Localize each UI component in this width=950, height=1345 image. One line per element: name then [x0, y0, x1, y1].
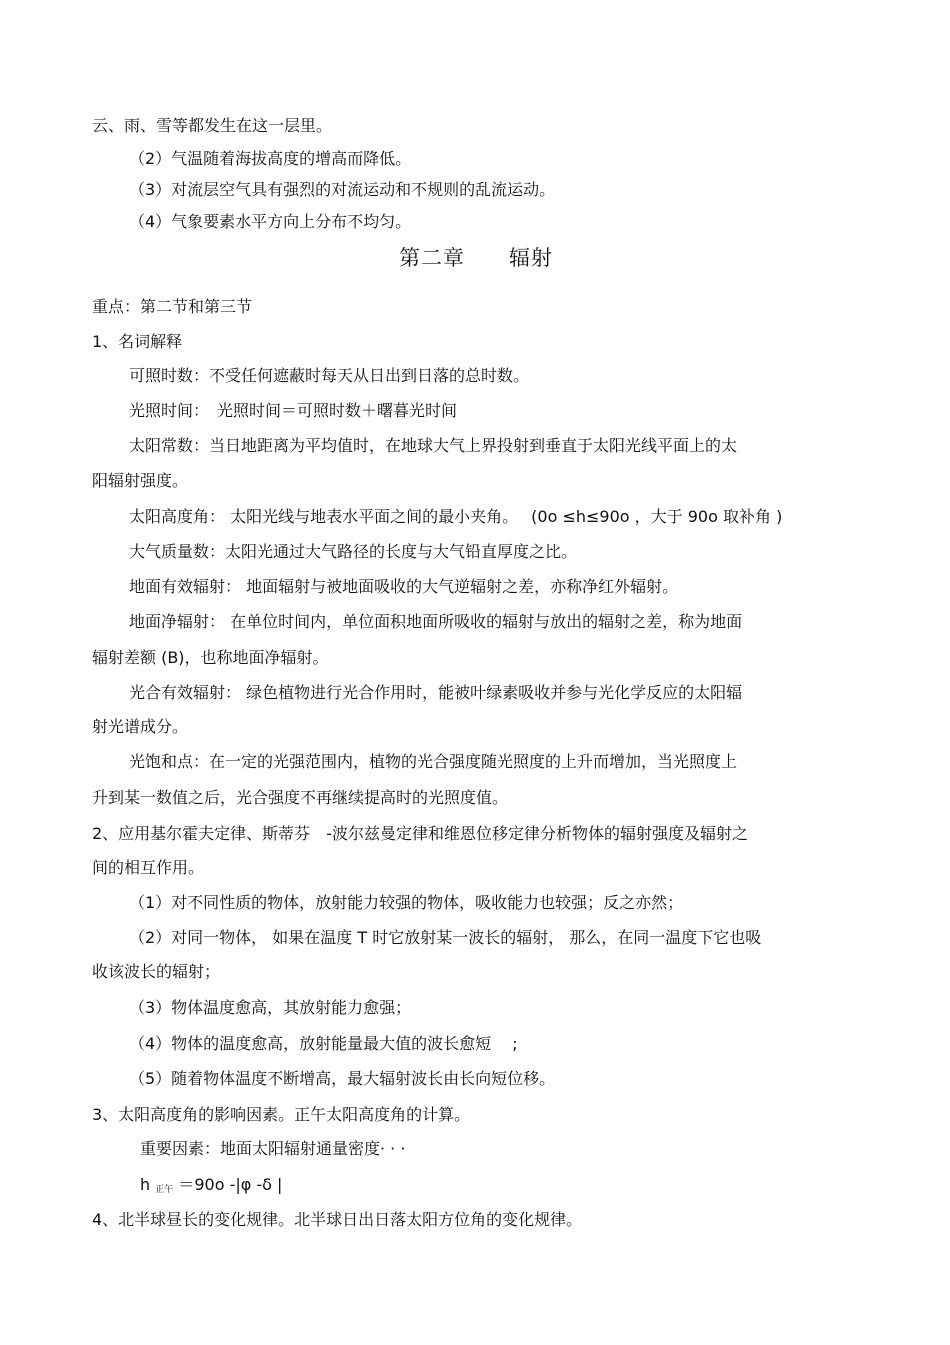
section-title: 4、北半球昼长的变化规律。北半球日出日落太阳方位角的变化规律。 — [92, 1210, 583, 1229]
term-definition: 光合有效辐射： 绿色植物进行光合作用时，能被叶绿素吸收并参与光化学反应的太阳辐 — [129, 683, 743, 702]
term-definition-cont: 阳辐射强度。 — [92, 471, 189, 490]
term-definition: 太阳常数：当日地距离为平均值时，在地球大气上界投射到垂直于太阳光线平面上的太 — [129, 436, 738, 455]
term-definition: 光照时间： 光照时间＝可照时数＋曙暮光时间 — [129, 401, 458, 420]
term-definition: 可照时数：不受任何遮蔽时每天从日出到日落的总时数。 — [129, 366, 530, 385]
text-line: 云、雨、雪等都发生在这一层里。 — [92, 116, 333, 135]
term-definition: 大气质量数：太阳光通过大气路径的长度与大气铅直厚度之比。 — [129, 542, 578, 561]
term-definition-cont: 升到某一数值之后，光合强度不再继续提高时的光照度值。 — [92, 788, 509, 807]
list-item: （3）物体温度愈高，其放射能力愈强； — [129, 998, 412, 1017]
text-line: （2）气温随着海拔高度的增高而降低。 — [129, 149, 412, 168]
formula-subscript: 正午 — [155, 1185, 174, 1195]
list-item: （2）对同一物体， 如果在温度 T 时它放射某一波长的辐射， 那么，在同一温度下它也吸 — [129, 928, 762, 947]
text-line: （3）对流层空气具有强烈的对流运动和不规则的乱流运动。 — [129, 180, 556, 199]
list-item: （4）物体的温度愈高，放射能量最大值的波长愈短 ; — [129, 1034, 518, 1053]
formula-expression: ＝90o -|φ -δ | — [178, 1175, 283, 1194]
formula-line — [140, 1175, 282, 1200]
term-definition: 地面净辐射： 在单位时间内，单位面积地面所吸收的辐射与放出的辐射之差，称为地面 — [129, 612, 743, 631]
term-definition-cont: 射光谱成分。 — [92, 717, 189, 736]
list-item: （5）随着物体温度不断增高，最大辐射波长由长向短位移。 — [129, 1069, 556, 1088]
section-title-cont: 间的相互作用。 — [92, 858, 205, 877]
term-definition: 地面有效辐射： 地面辐射与被地面吸收的大气逆辐射之差，亦称净红外辐射。 — [129, 577, 679, 596]
term-definition: 太阳高度角： 太阳光线与地表水平面之间的最小夹角。 (0o ≤h≤90o ，大于 90o 取补角 ) — [129, 507, 783, 526]
term-definition: 光饱和点：在一定的光强范围内，植物的光合强度随光照度的上升而增加，当光照度上 — [129, 752, 738, 771]
section-title: 2、应用基尔霍夫定律、斯蒂芬 -波尔兹曼定律和维恩位移定律分析物体的辐射强度及辐射之 — [92, 824, 748, 843]
formula-symbol: h — [140, 1175, 151, 1194]
factor-line: 重要因素：地面太阳辐射通量密度· · · — [140, 1139, 406, 1158]
list-item: （1）对不同性质的物体，放射能力较强的物体，吸收能力也较强；反之亦然； — [129, 893, 684, 912]
focus-line: 重点：第二节和第三节 — [92, 297, 253, 316]
list-item-cont: 收该波长的辐射； — [92, 962, 221, 981]
section-title: 1、名词解释 — [92, 332, 183, 351]
section-title: 3、太阳高度角的影响因素。正午太阳高度角的计算。 — [92, 1105, 471, 1124]
term-definition-cont: 辐射差额 (B)，也称地面净辐射。 — [92, 648, 329, 667]
text-line: （4）气象要素水平方向上分布不均匀。 — [129, 212, 412, 231]
chapter-title: 第二章 辐射 — [399, 246, 553, 270]
